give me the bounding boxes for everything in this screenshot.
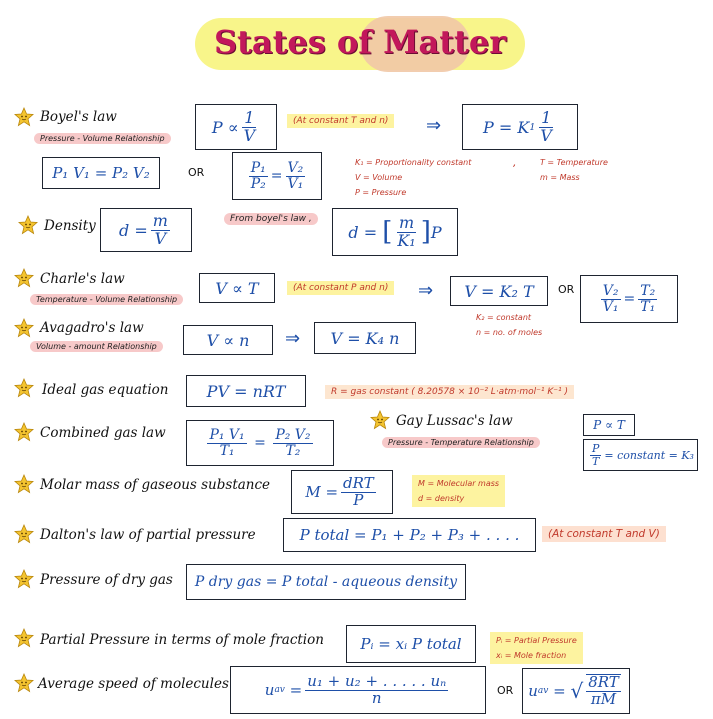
legend-item: P = Pressure (355, 188, 407, 197)
combined-d2: T₂ (285, 442, 301, 459)
dry-gas-box: P dry gas = P total - aqueous density (186, 564, 466, 600)
boyle-ratio-d2: V₁ (287, 175, 304, 192)
dalton-law-name: Dalton's law of partial pressure (40, 527, 256, 543)
density-lhs: d (119, 220, 130, 240)
implies-arrow-icon: ⇒ (285, 328, 301, 349)
speed-lhs: u (264, 681, 275, 699)
combined-n1: P₁ V₁ (209, 426, 245, 443)
boyle-law-name: Boyel's law (40, 109, 117, 125)
gay-lussac-subtitle: Pressure - Temperature Relationship (382, 437, 540, 448)
legend-item: d = density (418, 494, 465, 503)
density-boyle-box: d = [ $\frac{m}{\text{K₁}}$ ] P (332, 208, 458, 256)
dalton-box: P total = P₁ + P₂ + P₃ + . . . . (283, 518, 536, 552)
charles-r-d1: V₁ (602, 298, 619, 315)
implies-arrow-icon: ⇒ (418, 280, 434, 301)
speed-num: u₁ + u₂ + . . . . . uₙ (307, 671, 447, 690)
boyle-legend (355, 155, 471, 200)
star-icon (14, 569, 34, 589)
molar-legend (412, 475, 505, 507)
star-icon (14, 422, 34, 442)
boyle-ratio-d1: P₂ (250, 175, 266, 192)
implies-arrow-icon: ⇒ (426, 115, 442, 136)
legend-item: V = Volume (355, 173, 403, 182)
star-icon (14, 524, 34, 544)
charles-r-n2: T₂ (640, 282, 656, 299)
charles-r-n1: V₂ (602, 282, 619, 299)
density-eq-tail: P (430, 222, 442, 242)
partial-legend (490, 632, 583, 664)
dalton-condition: (At constant T and V) (542, 526, 666, 542)
ideal-gas-name: Ideal gas equation (42, 382, 169, 398)
boyle-prop-sym: ∝ (227, 117, 239, 137)
legend-item: K₁ = Proportionality constant (355, 158, 472, 167)
charles-r-d2: T₁ (640, 298, 656, 315)
combined-d1: T₁ (219, 442, 235, 459)
star-icon (14, 673, 34, 693)
charles-equation-box: V = K₂ T (450, 276, 548, 306)
legend-item: K₂ = constant (476, 313, 532, 322)
combined-gas-box: $\frac{\text{P₁ V₁}}{\text{T₁}}$ = $\frac{\text{P₂ V₂}}{\text{T₂}}$ (186, 420, 334, 466)
star-icon (14, 628, 34, 648)
speed-lhs-sub-2: av (537, 686, 549, 696)
boyle-law-subtitle: Pressure - Volume Relationship (34, 133, 171, 144)
molar-mass-box: M = $\frac{\text{dRT}}{P}$ (291, 470, 393, 514)
avogadro-equation-box: V = K₄ n (314, 322, 416, 354)
page-title: States of Matter (213, 23, 507, 61)
legend-item: m = Mass (540, 173, 580, 182)
boyle-prop-p: P (211, 117, 223, 137)
speed-lhs-2: u (528, 682, 538, 700)
legend-item: Pᵢ = Partial Pressure (496, 636, 577, 645)
boyle-eq-k: K (517, 117, 530, 137)
charles-legend (476, 310, 542, 340)
average-speed-name: Average speed of molecules (38, 676, 229, 692)
density-eq-lhs: d (348, 222, 359, 242)
gay-lussac-num: P (592, 441, 600, 455)
boyle-relation-box: P₁ V₁ = P₂ V₂ (42, 157, 160, 189)
boyle-eq-ksub: 1 (529, 121, 536, 133)
boyle-equation-box: P = K 1 $\frac{1}{V}$ (462, 104, 578, 150)
density-from-note: From boyel's law , (224, 213, 318, 225)
avogadro-law-name: Avagadro's law (40, 320, 144, 336)
star-icon (14, 318, 34, 338)
boyle-ratio-n1: P₁ (250, 159, 266, 176)
density-eq-den: K₁ (397, 230, 416, 250)
dry-gas-name: Pressure of dry gas (40, 572, 173, 588)
boyle-ratio-n2: V₂ (287, 159, 304, 176)
legend-item: n = no. of moles (476, 328, 543, 337)
density-eq-num: m (398, 212, 415, 232)
boyle-prop-num: 1 (244, 107, 255, 127)
boyle-condition: (At constant T and n) (287, 114, 394, 128)
molar-den: P (353, 490, 364, 509)
partial-pressure-name: Partial Pressure in terms of mole fraction (40, 632, 324, 648)
legend-item: M = Molecular mass (418, 479, 500, 488)
boyle-proportion-box (195, 104, 277, 150)
partial-pressure-box: Pᵢ = xᵢ P total (346, 625, 476, 663)
gas-constant-note: R = gas constant ( 8.20578 × 10⁻² L·atm·mol⁻¹ K⁻¹ ) (325, 385, 574, 399)
molar-mass-name: Molar mass of gaseous substance (40, 477, 271, 493)
legend-item: xᵢ = Mole fraction (496, 651, 567, 660)
or-label: OR (188, 166, 205, 179)
gay-lussac-proportion-box: P ∝ T (583, 414, 635, 436)
star-icon (18, 215, 38, 235)
charles-condition: (At constant P and n) (287, 281, 394, 295)
star-icon (14, 107, 34, 127)
avogadro-proportion-box: V ∝ n (183, 325, 273, 355)
charles-proportion-box: V ∝ T (199, 273, 275, 303)
boyle-eq-num: 1 (541, 107, 552, 127)
density-name: Density (44, 218, 96, 234)
density-den: V (154, 228, 167, 248)
molar-lhs: M (305, 483, 321, 501)
speed-rt-den: πM (590, 690, 617, 708)
density-num: m (152, 210, 168, 230)
avogadro-law-subtitle: Volume - amount Relationship (30, 341, 163, 352)
boyle-ratio-box: $\frac{\text{P₁}}{\text{P₂}}$ = $\frac{\text{V₂}}{\text{V₁}}$ (232, 152, 322, 200)
combined-n2: P₂ V₂ (275, 426, 311, 443)
gay-lussac-tail: = constant = K₃ (604, 448, 694, 462)
legend-item: T = Temperature (540, 158, 608, 167)
gay-lussac-den: T (592, 454, 600, 468)
star-icon (14, 378, 34, 398)
boyle-legend-2 (540, 155, 608, 185)
boyle-prop-den: V (243, 125, 256, 145)
boyle-eq-den: V (540, 125, 552, 145)
gay-lussac-equation-box (583, 439, 698, 471)
ideal-gas-box: PV = nRT (186, 375, 306, 407)
boyle-eq-lhs: P (483, 117, 494, 137)
star-icon (370, 410, 390, 430)
charles-ratio-box: $\frac{\text{V₂}}{\text{V₁}}$ = $\frac{\text{T₂}}{\text{T₁}}$ (580, 275, 678, 323)
gay-lussac-name: Gay Lussac's law (396, 413, 513, 429)
density-box: d = $\frac{m}{V}$ (100, 208, 192, 252)
average-speed-box: u av = $\frac{\text{u₁ + u₂ + . . . . . uₙ}}{n}$ (230, 666, 486, 714)
molar-num: dRT (343, 473, 374, 492)
star-icon (14, 474, 34, 494)
star-icon (14, 268, 34, 288)
speed-rt-num: 8RT (588, 673, 619, 692)
charles-law-name: Charle's law (40, 271, 125, 287)
average-speed-root-box: u av = √ $\frac{8RT}{\pi M}$ (522, 668, 630, 714)
combined-gas-name: Combined gas law (40, 425, 166, 441)
speed-lhs-sub: av (274, 685, 285, 695)
charles-law-subtitle: Temperature - Volume Relationship (30, 294, 183, 305)
or-label: OR (558, 283, 575, 296)
or-label: OR (497, 684, 514, 697)
speed-den: n (371, 688, 382, 707)
